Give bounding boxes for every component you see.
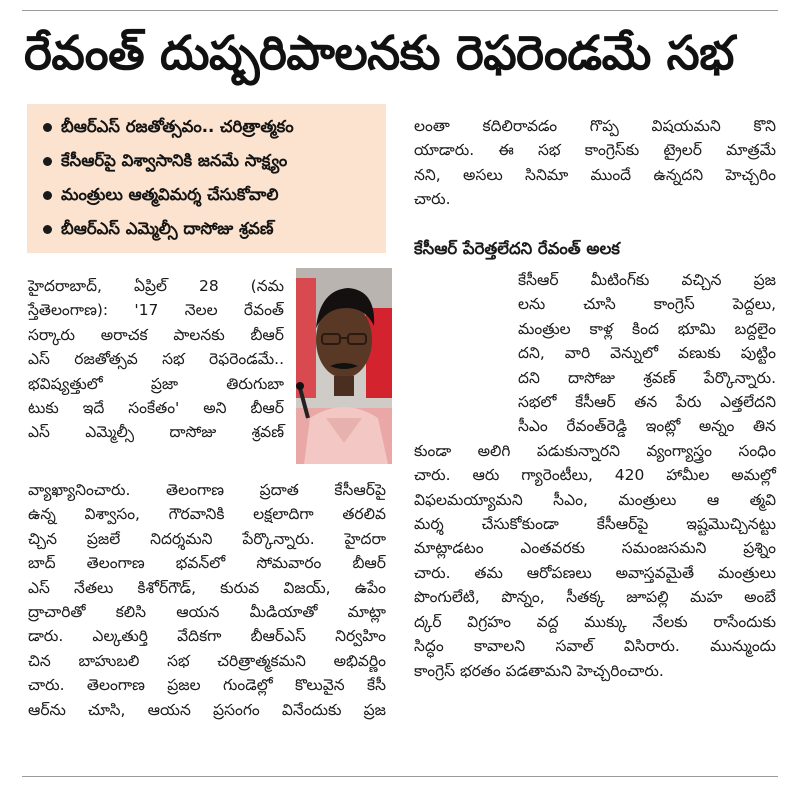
- text-line: ద్రాచారితో కలిసి ఆయన మీడియాతో మాట్లా: [28, 603, 386, 622]
- highlight-item: బీఆర్‌ఎస్ ఎమ్మెల్సీ దాసోజు శ్రవణ్: [41, 212, 376, 246]
- text-line: ఆర్‌ను చూసి, ఆయన ప్రసంగం వినేందుకు ప్రజ: [28, 700, 386, 719]
- subheading: కేసీఆర్ పేరెత్తలేదని రేవంత్ అలక: [414, 239, 620, 258]
- text-line: కుండా అలిగి పడుకున్నారని వ్యంగ్యాస్త్రం సంధిం: [414, 441, 776, 460]
- highlight-item: కేసీఆర్‌పై విశ్వాసానికి జనమే సాక్ష్యం: [41, 144, 376, 178]
- text-line: నని, అసలు సినిమా ముందే ఉన్నదని హెచ్చరిం: [414, 165, 776, 184]
- text-line: చారు. ఆరు గ్యారెంటీలు, 420 హామీల అమల్లో: [414, 466, 776, 485]
- text-line: బాద్ తెలంగాణ భవన్‌లో సోమవారం బీఆర్: [28, 554, 386, 573]
- text-line: సభలో కేసీఆర్ తన పేరు ఎత్తలేదని: [518, 393, 776, 412]
- text-line: విఫలమయ్యామని సీఎం, మంత్రులు ఆ త్మవి: [414, 490, 776, 509]
- text-line: ఎస్ నేతలు కిశోర్‌గౌడ్, కురువ విజయ్, ఉపేం: [28, 578, 386, 597]
- text-line: కాంగ్రెస్ భరతం పడతామని హెచ్చరించారు.: [414, 661, 664, 680]
- left-column-bottom: [28, 478, 386, 722]
- text-line: చారు. తమ ఆరోపణలు అవాస్తవమైతే మంత్రులు: [414, 563, 776, 582]
- text-line: మర్శ చేసుకోకుండా కేసీఆర్‌పై ఇష్టమొచ్చినట్టు: [414, 515, 776, 534]
- text-line: పొంగులేటి, పొన్నం, సీతక్క జూపల్లి మహ అంబే: [414, 588, 776, 607]
- text-line: దని, వారి వెన్నులో వణుకు పుట్టిం: [518, 344, 776, 363]
- text-line: సీఎం రేవంత్‌రెడ్డి ఇంట్లో అన్నం తిన: [518, 417, 776, 436]
- text-line: ద్కర్ విగ్రహం వద్ద ముక్కు నేలకు రాసేందుకు: [414, 612, 776, 631]
- text-line: సిద్ధం కావాలని సవాల్ విసిరారు. మున్ముందు: [414, 637, 776, 656]
- speaker-portrait-image: [296, 268, 392, 464]
- speaker-photo: [296, 268, 392, 464]
- text-line: కేసీఆర్ మీటింగ్‌కు వచ్చిన ప్రజ: [518, 271, 776, 289]
- text-line: భవిష్యత్తులో ప్రజా తిరుగుబా: [28, 374, 284, 393]
- text-line: చారు. తెలంగాణ ప్రజల గుండెల్లో కొలువైన కేసీ: [28, 676, 386, 695]
- text-line: మంత్రుల కాళ్ల కింద భూమి బద్దలైం: [518, 319, 776, 338]
- text-line: యాడారు. ఈ సభ కాంగ్రెస్‌కు ట్రైలర్ మాత్రమే: [414, 141, 776, 160]
- right-column-bottom: [414, 268, 776, 683]
- left-column-top: [28, 274, 284, 445]
- text-line: లంతా కదిలిరావడం గొప్ప విషయమని కొని: [414, 117, 776, 135]
- text-line: డారు. ఎల్కతుర్తి వేదికగా బీఆర్‌ఎస్ నిర్వహిం: [28, 627, 386, 646]
- text-line: చ్చిన ప్రజలే నిదర్శమని పేర్కొన్నారు. హైదరా: [28, 529, 386, 548]
- text-line: హైదరాబాద్, ఏప్రిల్ 28 (నమ: [28, 277, 284, 295]
- bottom-rule: [22, 776, 778, 777]
- highlights-box: [27, 104, 386, 253]
- text-line: చారు.: [414, 190, 451, 209]
- text-line: స్తేతెలంగాణ): '17 నెలల రేవంత్: [28, 301, 284, 320]
- text-line: సర్కారు అరాచక పాలనకు బీఆర్: [28, 325, 284, 344]
- text-line: మాట్లాడటం ఎంతవరకు సమంజసమని ప్రశ్నిం: [414, 539, 776, 558]
- text-line: టుకు ఇదే సంకేతం' అని బీఆర్: [28, 399, 284, 418]
- text-line: దని దాసోజు శ్రవణ్ పేర్కొన్నారు.: [518, 368, 776, 387]
- highlight-item: బీఆర్‌ఎస్ రజతోత్సవం.. చరిత్రాత్మకం: [41, 110, 376, 144]
- text-line: ఎస్ రజతోత్సవ సభ రెఫరెండమే..: [28, 350, 284, 369]
- headline: రేవంత్ దుష్పరిపాలనకు రెఫరెండమే సభ: [24, 26, 734, 81]
- text-line: ఉన్న విశ్వాసం, గౌరవానికి లక్షలాదిగా తరలివ: [28, 505, 386, 524]
- text-line: ఎస్ ఎమ్మెల్సీ దాసోజు శ్రవణ్: [28, 423, 284, 442]
- text-line: చిన బాహుబలి సభ చరిత్రాత్మకమని అభివర్ణిం: [28, 651, 386, 670]
- text-line: లను చూసి కాంగ్రెస్ పెద్దలు,: [518, 295, 776, 314]
- right-column-top: [414, 114, 776, 212]
- top-rule: [22, 10, 778, 11]
- highlight-item: మంత్రులు ఆత్మవిమర్శ చేసుకోవాలి: [41, 178, 376, 212]
- text-line: వ్యాఖ్యానించారు. తెలంగాణ ప్రదాత కేసీఆర్‌పై: [28, 481, 386, 499]
